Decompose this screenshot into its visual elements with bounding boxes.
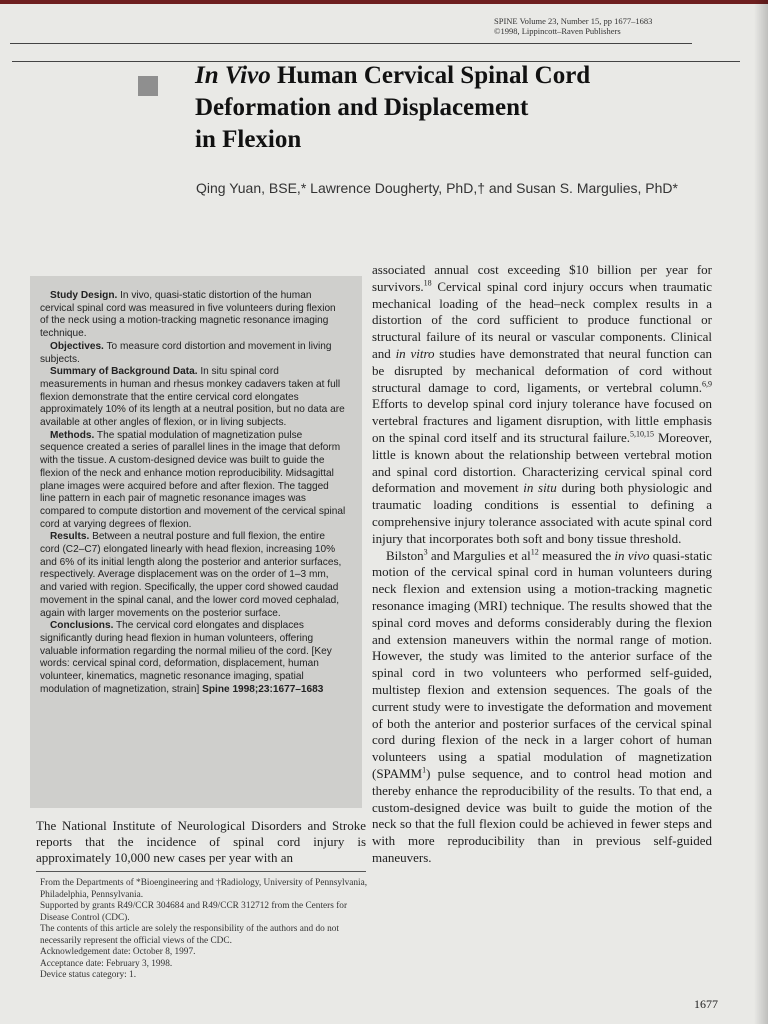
abstract-study-design: [40, 290, 346, 341]
abstract-label: Methods.: [50, 429, 95, 441]
footnotes: [40, 878, 370, 982]
page-edge-shadow: [754, 0, 768, 1024]
footnote-funding: Supported by grants R49/CCR 304684 and R49/CCR 312712 from the Centers for Disease Control (CDC).: [40, 901, 348, 923]
body-text: quasi-static motion of the cervical spinal cord in human volunteers during neck flexion and extension using a motion-tracking magnetic resonance imaging (MRI) technique. The results showed that the spinal cord moves and deforms considerably during the flexion and extension maneuvers within the normal range of motion. However, the study was limited to the anterior surface of the spinal cord in two volunteers who performed self-guided, multistep flexion and extension sequences. The goals of the current study were to investigate the deformation and movement of both the anterior and posterior surfaces of the cervical spinal cord during flexion of the neck in a larger cohort of human volunteers using a spatial modulation of magnetization (SPAMM: [372, 547, 712, 781]
body-text: measured the: [538, 547, 615, 563]
abstract-citation: Spine 1998;23:1677–1683: [202, 683, 324, 695]
abstract-text: In situ spinal cord measurements in human and rhesus monkey cadavers taken at full flexion demonstrate that the entire cervical cord elongates approximately 10% of its length at a neutral position, but no data are available at other angles of flexion, or in living subjects.: [40, 366, 345, 429]
body-text: ) pulse sequence, and to control head motion and thereby enhance the reproducibility of the results. To that end, a custom-designed device was built to guide the motion of the neck so that the full flexion could be achieved in fewer steps and with more reproducibility than in previous self-guided maneuvers.: [372, 765, 712, 865]
article-title: [195, 60, 675, 156]
footnote-disclaimer: The contents of this article are solely the responsibility of the authors and do not necessarily represent the official views of the CDC.: [40, 924, 339, 946]
body-italic: in vitro: [395, 345, 435, 361]
body-text: and Margulies et al: [427, 547, 531, 563]
page-number: 1677: [694, 997, 718, 1011]
abstract-label: Conclusions.: [50, 620, 114, 632]
running-head-journal: SPINE Volume 23, Number 15, pp 1677–1683: [494, 16, 653, 26]
abstract-label: Objectives.: [50, 340, 104, 352]
reference-superscript: 12: [530, 547, 539, 557]
title-line3: in Flexion: [195, 126, 302, 153]
abstract-label: Study Design.: [50, 290, 118, 301]
running-head: [494, 16, 704, 36]
running-head-copyright: ©1998, Lippincott–Raven Publishers: [494, 26, 621, 36]
footnote-rule: [36, 871, 366, 872]
reference-superscript: 5,10,15: [630, 429, 655, 439]
body-text: associated annual cost exceeding $10 billion per year for survivors.: [372, 262, 712, 294]
abstract-text: To measure cord distortion and movement in living subjects.: [40, 340, 332, 365]
body-text: Bilston: [386, 547, 424, 563]
body-italic: in vivo: [614, 547, 650, 563]
reference-superscript: 18: [423, 278, 432, 288]
footnote-acknowledgement-date: Acknowledgement date: October 8, 1997.: [40, 947, 196, 957]
reference-superscript: 3: [423, 547, 428, 557]
abstract-conclusions: [40, 620, 346, 696]
abstract: [40, 290, 346, 697]
abstract-objectives: [40, 341, 346, 366]
abstract-label: Results.: [50, 531, 90, 543]
abstract-text: Between a neutral posture and full flexion, the entire cord (C2–C7) elongated linearly with head flexion, increasing 10% and 6% of its initial length along the posterior and anterior surfaces, respectively. Average displacement was on the order of 1–3 mm, and varied with region. Specifically, the upper cord showed caudad movement in the spinal canal, and the lower cord moved cephalad, again with larger movements on the posterior surface.: [40, 531, 342, 619]
body-paragraph-1: [372, 262, 712, 548]
body-text: Moreover, little is known about the relationship between vertebral motion and spinal cord distortion. Characterizing cervical spinal cord deformation and movement: [372, 429, 712, 496]
footnote-affiliation: From the Departments of *Bioengineering and †Radiology, University of Pennsylvania, Philadelphia, Pennsylvania.: [40, 878, 368, 900]
abstract-text: The cervical cord elongates and displaces significantly during head flexion in human volunteers, offering valuable information regarding the normal milieu of the cord. [Key words: cervical spinal cord, deformation, displacement, human volunteer, kinematics, magnetic resonance imaging, spatial modulation of magnetization, strain]: [40, 620, 332, 695]
reference-superscript: 1: [422, 765, 427, 775]
intro-paragraph-start: The National Institute of Neurological Disorders and Stroke reports that the incidence of spinal cord injury is approximately 10,000 new cases per year with an: [36, 818, 366, 865]
right-column-body: [372, 262, 712, 867]
abstract-methods: [40, 430, 346, 532]
page-top-edge: [0, 0, 768, 4]
abstract-background: [40, 366, 346, 430]
body-text: during both physiologic and traumatic loading conditions is essential to defining a comprehensive injury tolerance associated with acute spinal cord injury that incorporates both soft and bony tissue threshold.: [372, 480, 712, 546]
abstract-text: The spatial modulation of magnetization pulse sequence created a series of parallel lines in the image that deform with the tissue. A custom-designed device was built to guide the flexion of the neck and enhance motion reproducibility. Midsagittal plane images were acquired before and after flexion. The tagged line pattern in each pair of magnetic resonance images was compared to compute distortion and movement of the cervical spinal cord at varying degrees of flexion.: [40, 429, 346, 530]
author-list: Qing Yuan, BSE,* Lawrence Dougherty, PhD,† and Susan S. Margulies, PhD*: [196, 180, 678, 196]
title-line1-rest: Human Cervical Spinal Cord: [270, 62, 591, 89]
footnote-device-status: Device status category: 1.: [40, 970, 137, 980]
reference-superscript: 6,9: [702, 379, 712, 389]
abstract-text: In vivo, quasi-static distortion of the human cervical spinal cord was measured in five volunteers during flexion of the neck using a motion-tracking magnetic resonance imaging technique.: [40, 290, 336, 340]
body-text: Efforts to develop spinal cord injury tolerance have focused on vertebral fractures and ligament disruption, with little emphasis on the spinal cord itself and its structural failure.: [372, 396, 712, 445]
body-text: Cervical spinal cord injury occurs when traumatic mechanical loading of the head–neck complex results in a distortion of the cord sufficient to produce functional or structural failure of its neural or vascular components. Clinical and: [372, 278, 712, 361]
body-italic: in situ: [523, 480, 557, 496]
footnote-acceptance-date: Acceptance date: February 3, 1998.: [40, 958, 173, 969]
title-marker-square: [138, 76, 158, 96]
title-italic-part: In Vivo: [195, 62, 271, 89]
title-line2: Deformation and Displacement: [195, 94, 529, 121]
header-rule: [10, 43, 692, 44]
body-paragraph-2: [372, 548, 712, 867]
abstract-results: [40, 531, 346, 620]
abstract-label: Summary of Background Data.: [50, 366, 198, 378]
body-text: studies have demonstrated that neural function can be disrupted by mechanical deformation of cord without structural damage to cord, ligaments, or vertebral column.: [372, 345, 712, 395]
